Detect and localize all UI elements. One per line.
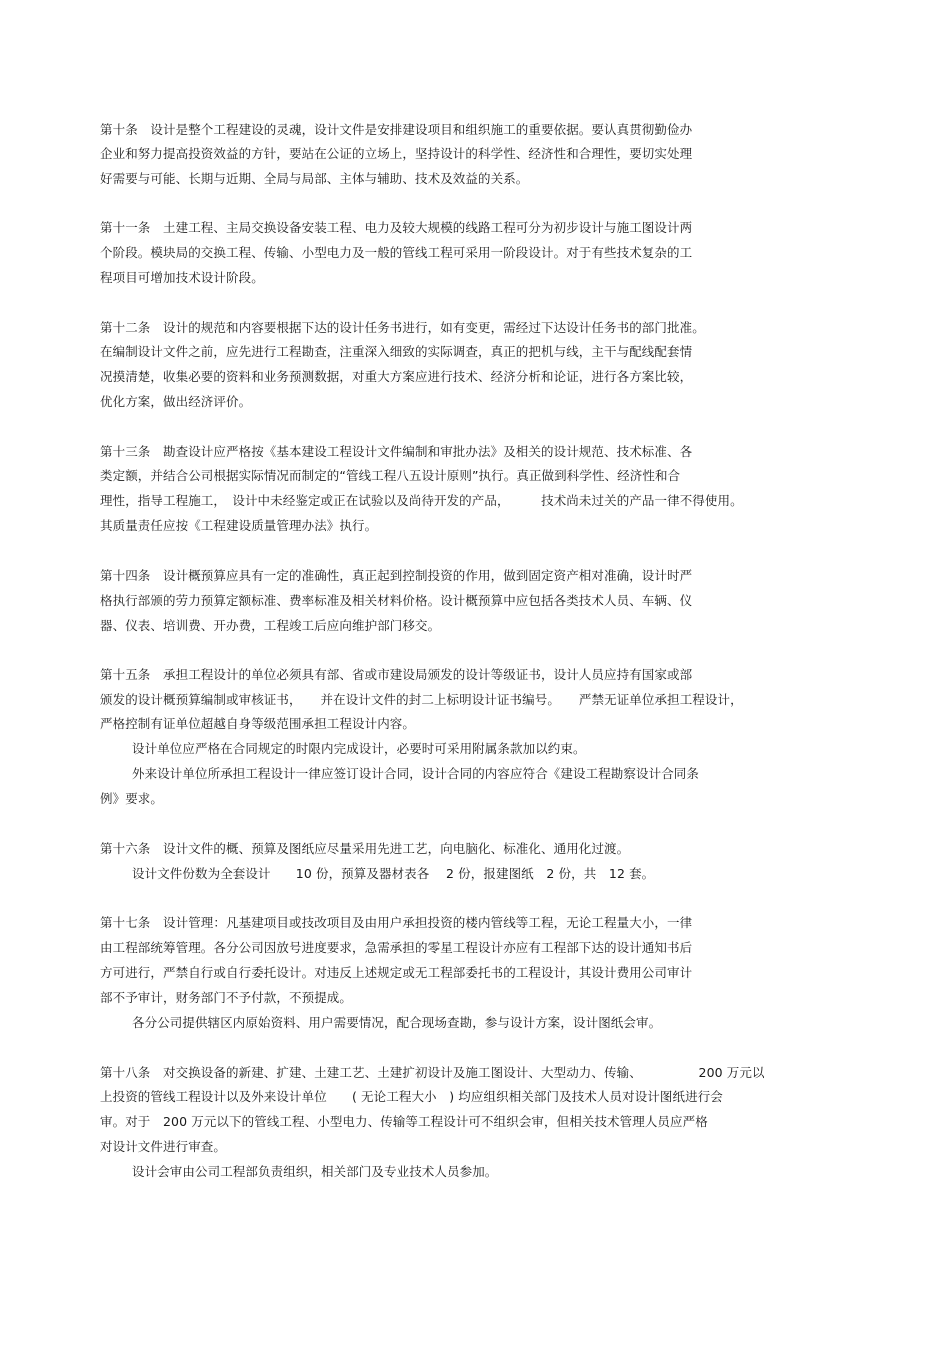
text-line: 外来设计单位所承担工程设计一律应签订设计合同，设计合同的内容应符合《建设工程勘察设计合同条 — [132, 766, 700, 781]
text-line: 例》要求。 — [100, 791, 164, 806]
text-line: 好需要与可能、长期与近期、全局与局部、主体与辅助、技术及效益的关系。 — [100, 171, 529, 186]
text-line: 设计文件份数为全套设计 10 份，预算及器材表各 2 份，报建图纸 2 份，共 12 套。 — [132, 866, 655, 881]
text-line: 第十七条 设计管理：凡基建项目或技改项目及由用户承担投资的楼内管线等工程，无论工程量大小，一律 — [100, 915, 693, 930]
text-line: 方可进行，严禁自行或自行委托设计。对违反上述规定或无工程部委托书的工程设计，其设计费用公司审计 — [100, 965, 693, 980]
text-line: 上投资的管线工程设计以及外来设计单位 ( 无论工程大小 ) 均应组织相关部门及技术人员对设计图纸进行会 — [100, 1089, 723, 1104]
text-line: 理性，指导工程施工， 设计中未经鉴定或正在试验以及尚待开发的产品， 技术尚未过关的产品一律不得使用。 — [100, 493, 743, 508]
text-line: 企业和努力提高投资效益的方针，要站在公证的立场上，坚持设计的科学性、经济性和合理性，要切实处理 — [100, 146, 693, 161]
text-line: 第十三条 勘查设计应严格按《基本建设工程设计文件编制和审批办法》及相关的设计规范、技术标准、各 — [100, 444, 693, 459]
text-line: 第十八条 对交换设备的新建、扩建、土建工艺、土建扩初设计及施工图设计、大型动力、传输、 200 万元以 — [100, 1065, 765, 1080]
text-line: 第十条 设计是整个工程建设的灵魂，设计文件是安排建设项目和组织施工的重要依据。要认真贯彻勤俭办 — [100, 122, 693, 137]
text-line: 设计会审由公司工程部负责组织，相关部门及专业技术人员参加。 — [132, 1164, 498, 1179]
text-line: 格执行部颁的劳力预算定额标准、费率标准及相关材料价格。设计概预算中应包括各类技术人员、车辆、仪 — [100, 593, 693, 608]
text-line: 审。对于 200 万元以下的管线工程、小型电力、传输等工程设计可不组织会审，但相关技术管理人员应严格 — [100, 1114, 708, 1129]
text-line: 第十一条 土建工程、主局交换设备安装工程、电力及较大规模的线路工程可分为初步设计与施工图设计两 — [100, 220, 693, 235]
text-line: 个阶段。模块局的交换工程、传输、小型电力及一般的管线工程可采用一阶段设计。对于有些技术复杂的工 — [100, 245, 693, 260]
text-line: 程项目可增加技术设计阶段。 — [100, 270, 264, 285]
text-line: 优化方案，做出经济评价。 — [100, 394, 252, 409]
text-line: 器、仪表、培训费、开办费，工程竣工后应向维护部门移交。 — [100, 618, 441, 633]
text-line: 设计单位应严格在合同规定的时限内完成设计，必要时可采用附属条款加以约束。 — [132, 741, 586, 756]
text-line: 在编制设计文件之前，应先进行工程勘查，注重深入细致的实际调查，真正的把机与线，主干与配线配套情 — [100, 344, 693, 359]
text-line: 由工程部统筹管理。各分公司因放号进度要求，急需承担的零星工程设计亦应有工程部下达的设计通知书后 — [100, 940, 693, 955]
text-line: 况摸清楚，收集必要的资料和业务预测数据，对重大方案应进行技术、经济分析和论证，进行各方案比较， — [100, 369, 693, 384]
text-line: 其质量责任应按《工程建设质量管理办法》执行。 — [100, 518, 378, 533]
text-line: 第十二条 设计的规范和内容要根据下达的设计任务书进行，如有变更，需经过下达设计任务书的部门批准。 — [100, 320, 705, 335]
text-line: 第十六条 设计文件的概、预算及图纸应尽量采用先进工艺，向电脑化、标准化、通用化过渡。 — [100, 841, 630, 856]
text-line: 颁发的设计概预算编制或审核证书， 并在设计文件的封二上标明设计证书编号。 严禁无证单位承担工程设计， — [100, 692, 743, 707]
text-line: 部不予审计，财务部门不予付款，不预提成。 — [100, 990, 353, 1005]
text-line: 第十四条 设计概预算应具有一定的准确性，真正起到控制投资的作用，做到固定资产相对准确，设计时严 — [100, 568, 693, 583]
text-line: 类定额，并结合公司根据实际情况而制定的“管线工程八五设计原则”执行。真正做到科学性、经济性和合 — [100, 468, 681, 483]
text-line: 对设计文件进行审查。 — [100, 1139, 227, 1154]
text-line: 严格控制有证单位超越自身等级范围承担工程设计内容。 — [100, 716, 416, 731]
text-line: 各分公司提供辖区内原始资料、用户需要情况，配合现场查勘，参与设计方案，设计图纸会审。 — [132, 1015, 662, 1030]
text-line: 第十五条 承担工程设计的单位必须具有部、省或市建设局颁发的设计等级证书，设计人员应持有国家或部 — [100, 667, 693, 682]
